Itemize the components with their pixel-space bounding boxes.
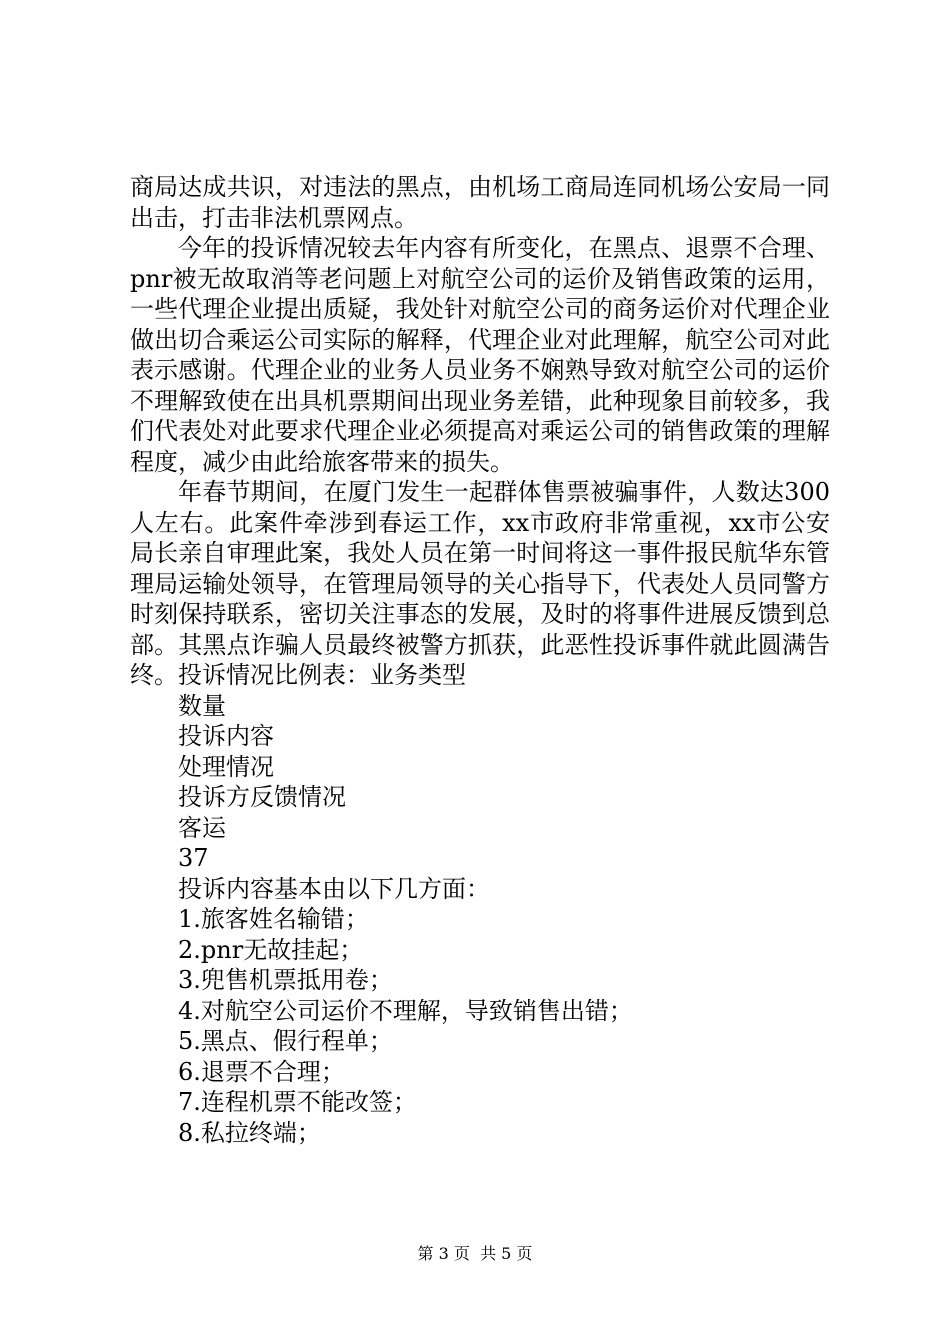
document-body <box>130 172 830 1148</box>
list-item: 数量 <box>178 691 226 720</box>
page-footer: 第 3 页 共 5 页 <box>417 1244 533 1263</box>
list-item: 投诉内容 <box>178 722 274 750</box>
list-item: 4.对航空公司运价不理解，导致销售出错； <box>178 996 633 1025</box>
list-item: 7.连程机票不能改签； <box>178 1088 417 1116</box>
list-item: 37 <box>178 844 209 872</box>
list-item: 投诉方反馈情况 <box>178 783 346 811</box>
list-item: 3.兜售机票抵用卷； <box>178 966 393 994</box>
list-item: 5.黑点、假行程单； <box>178 1027 393 1055</box>
paragraph-spring-festival-incident: 年春节期间，在厦门发生一起群体售票被骗事件，人数达300人左右。此案件牵涉到春运工作，xx市政府非常重视，xx市公安局长亲自审理此案，我处人员在第一时间将这一事件报民航华东管理局运输处领导，在管理局领导的关心指导下，代表处人员同警方时刻保持联系，密切关注事态的发展，及时的将事件进展反馈到总部。其黑点诈骗人员最终被警方抓获，此恶性投诉事件就此圆满告终。投诉情况比例表：业务类型 <box>130 478 830 689</box>
complaint-list <box>130 691 830 1149</box>
list-item: 客运 <box>178 813 226 842</box>
list-item: 处理情况 <box>178 752 274 781</box>
list-item: 1.旅客姓名输错； <box>178 905 369 933</box>
list-item: 6.退票不合理； <box>178 1057 345 1086</box>
list-item: 2.pnr无故挂起； <box>178 935 364 964</box>
paragraph-complaint-changes: 今年的投诉情况较去年内容有所变化，在黑点、退票不合理、pnr被无故取消等老问题上对航空公司的运价及销售政策的运用，一些代理企业提出质疑，我处针对航空公司的商务运价对代理企业做出切合乘运公司实际的解释，代理企业对此理解，航空公司对此表示感谢。代理企业的业务人员业务不娴熟导致对航空公司的运价不理解致使在出具机票期间出现业务差错，此种现象目前较多，我们代表处对此要求代理企业必须提高对乘运公司的销售政策的理解程度，减少由此给旅客带来的损失。 <box>130 234 830 476</box>
list-item: 8.私拉终端； <box>178 1118 321 1147</box>
paragraph-continuation: 商局达成共识，对违法的黑点，由机场工商局连同机场公安局一同出击，打击非法机票网点。 <box>130 173 830 232</box>
list-item: 投诉内容基本由以下几方面： <box>178 874 490 903</box>
